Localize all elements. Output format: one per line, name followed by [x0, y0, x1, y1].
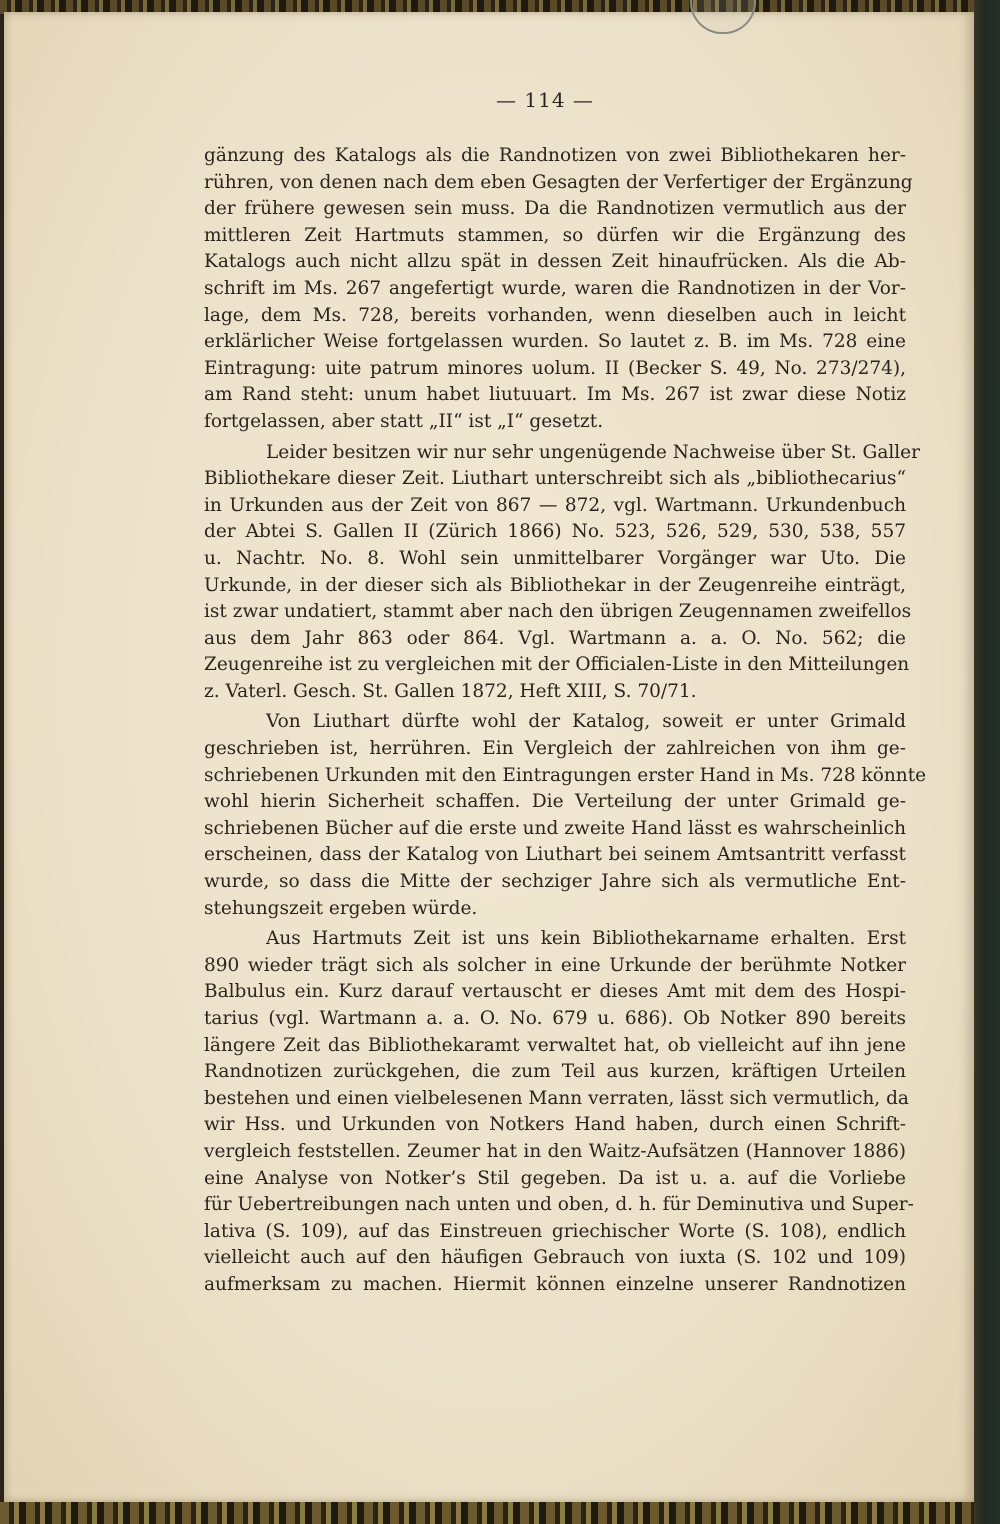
text-line: aus dem Jahr 863 oder 864. Vgl. Wartmann a. a. O. No. 562; die	[204, 627, 906, 649]
text-line: am Rand steht: unum habet liutuuart. Im Ms. 267 ist zwar diese Notiz	[204, 384, 906, 406]
text-line: Bibliothekare dieser Zeit. Liuthart unterschreibt sich als „bibliothecarius“	[204, 468, 906, 490]
text-line: lage, dem Ms. 728, bereits vorhanden, wenn dieselben auch in leicht	[204, 304, 906, 326]
text-line: 890 wieder trägt sich als solcher in eine Urkunde der berühmte Notker	[204, 954, 906, 976]
text-line: schrift im Ms. 267 angefertigt wurde, waren die Randnotizen in der Vor-	[204, 277, 906, 299]
text-line: Aus Hartmuts Zeit ist uns kein Bibliothekarname erhalten. Erst	[266, 928, 906, 950]
text-line: wurde, so dass die Mitte der sechziger Jahre sich als vermutliche Ent-	[204, 871, 906, 893]
book-edge-right	[974, 0, 1000, 1524]
text-line: lativa (S. 109), auf das Einstreuen griechischer Worte (S. 108), endlich	[204, 1220, 906, 1242]
text-line: aufmerksam zu machen. Hiermit können einzelne unserer Randnotizen	[204, 1273, 906, 1295]
text-line: eine Analyse von Notker’s Stil gegeben. Da ist u. a. auf die Vorliebe	[204, 1167, 906, 1189]
text-line: bestehen und einen vielbelesenen Mann verraten, lässt sich vermutlich, da	[204, 1087, 909, 1109]
paragraph-3	[204, 709, 927, 922]
text-line: ist zwar undatiert, stammt aber nach den übrigen Zeugennamen zweifellos	[204, 601, 912, 623]
text-line: schriebenen Bücher auf die erste und zweite Hand lässt es wahrscheinlich	[204, 817, 906, 839]
text-line: Zeugenreihe ist zu vergleichen mit der Officialen-Liste in den Mitteilungen	[204, 654, 910, 676]
text-line: der Abtei S. Gallen II (Zürich 1866) No. 523, 526, 529, 530, 538, 557	[204, 521, 906, 543]
text-line: fortgelassen, aber statt „II“ ist „I“ gesetzt.	[204, 410, 604, 432]
book-edge-bottom	[0, 1502, 1000, 1524]
text-line: u. Nachtr. No. 8. Wohl sein unmittelbarer Vorgänger war Uto. Die	[204, 547, 906, 569]
text-line: Urkunde, in der dieser sich als Bibliothekar in der Zeugenreihe einträgt,	[204, 574, 906, 596]
text-line: z. Vaterl. Gesch. St. Gallen 1872, Heft XIII, S. 70/71.	[204, 680, 697, 702]
text-line: tarius (vgl. Wartmann a. a. O. No. 679 u. 686). Ob Notker 890 bereits	[204, 1008, 906, 1029]
text-line: wohl hierin Sicherheit schaffen. Die Verteilung der unter Grimald ge-	[204, 791, 906, 813]
paragraph-4	[204, 926, 914, 1298]
text-line: erscheinen, dass der Katalog von Liuthart bei seinem Amtsantritt verfasst	[204, 844, 906, 866]
paragraph-1	[204, 143, 913, 436]
text-line: erklärlicher Weise fortgelassen wurden. So lautet z. B. im Ms. 728 eine	[204, 331, 906, 353]
text-line: vielleicht auch auf den häufigen Gebrauch von iuxta (S. 102 und 109)	[204, 1247, 906, 1269]
text-line: der frühere gewesen sein muss. Da die Randnotizen vermutlich aus der	[204, 198, 906, 220]
text-line: Eintragung: uite patrum minores uolum. II (Becker S. 49, No. 273/274),	[204, 357, 906, 379]
text-line: Leider besitzen wir nur sehr ungenügende Nachweise über St. Galler	[266, 441, 920, 463]
text-line: rühren, von denen nach dem eben Gesagten der Verfertiger der Ergänzung	[204, 171, 913, 193]
text-line: Von Liuthart dürfte wohl der Katalog, soweit er unter Grimald	[266, 711, 906, 733]
text-line: längere Zeit das Bibliothekaramt verwaltet hat, ob vielleicht auf ihn jene	[204, 1034, 906, 1056]
text-line: mittleren Zeit Hartmuts stammen, so dürfen wir die Ergänzung des	[204, 224, 906, 246]
text-line: gänzung des Katalogs als die Randnotizen von zwei Bibliothekaren her-	[204, 145, 906, 166]
page-number: — 114 —	[496, 88, 594, 112]
text-line: für Uebertreibungen nach unten und oben, d. h. für Deminutiva und Super-	[204, 1194, 914, 1216]
text-line: vergleich feststellen. Zeumer hat in den Waitz-Aufsätzen (Hannover 1886)	[204, 1140, 906, 1162]
text-line: in Urkunden aus der Zeit von 867 — 872, vgl. Wartmann. Urkundenbuch	[204, 494, 906, 516]
text-line: Balbulus ein. Kurz darauf vertauscht er dieses Amt mit dem des Hospi-	[204, 981, 906, 1003]
paragraph-2	[204, 440, 920, 706]
text-line: Katalogs auch nicht allzu spät in dessen Zeit hinaufrücken. Als die Ab-	[204, 251, 906, 273]
text-line: stehungszeit ergeben würde.	[204, 897, 478, 919]
text-line: geschrieben ist, herrühren. Ein Vergleich der zahlreichen von ihm ge-	[204, 738, 906, 760]
text-line: schriebenen Urkunden mit den Eintragungen erster Hand in Ms. 728 könnte	[204, 764, 927, 786]
text-line: Randnotizen zurückgehen, die zum Teil aus kurzen, kräftigen Urteilen	[204, 1061, 906, 1083]
text-line: wir Hss. und Urkunden von Notkers Hand haben, durch einen Schrift-	[204, 1114, 906, 1136]
body-text	[204, 143, 927, 1299]
